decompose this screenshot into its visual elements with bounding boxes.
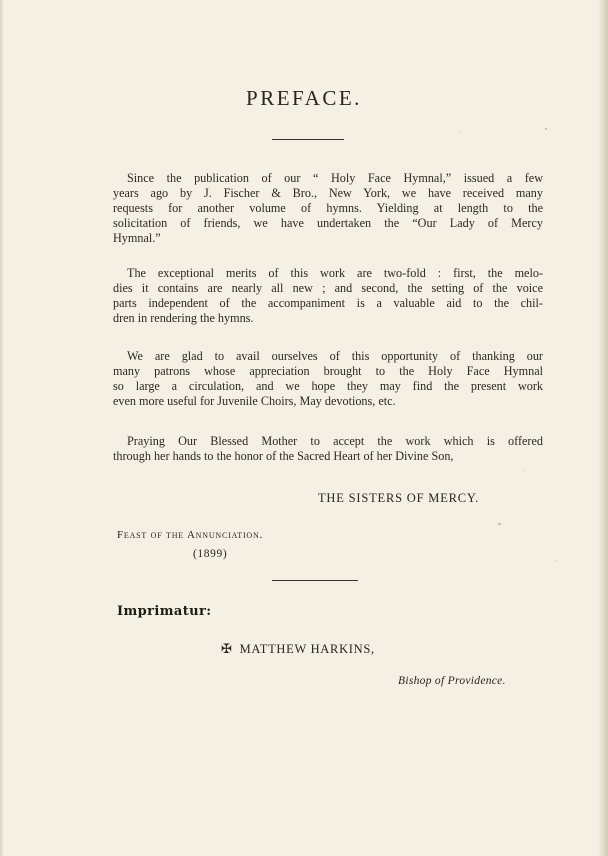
paragraph-3 (113, 349, 543, 409)
title-divider (272, 139, 344, 140)
paper-speck (523, 470, 524, 471)
signature: THE SISTERS OF MERCY. (318, 491, 480, 505)
page-edge-right (598, 0, 608, 856)
feast-line: Feast of the Annunciation. (117, 529, 264, 541)
paragraph-line: dren in rendering the hymns. (113, 311, 254, 325)
paragraph-line: years ago by J. Fischer & Bro., New York, we have received many (113, 186, 543, 200)
page-edge-left (0, 0, 4, 856)
imprimatur-label: Imprimatur: (117, 604, 212, 619)
paragraph-line: parts independent of the accompaniment is a valuable aid to the chil- (113, 296, 543, 310)
paper-speck (460, 131, 461, 132)
paragraph-line: through her hands to the honor of the Sacred Heart of her Divine Son, (113, 449, 454, 463)
maltese-cross-icon: ✠ (221, 641, 233, 656)
paragraph-line: Praying Our Blessed Mother to accept the work which is offered (127, 434, 543, 448)
paragraph-line: solicitation of friends, we have undertaken the “Our Lady of Mercy (113, 216, 543, 230)
bishop-name: MATTHEW HARKINS, (239, 642, 375, 656)
paragraph-line: The exceptional merits of this work are two-fold : first, the melo- (127, 266, 543, 280)
paragraph-line: many patrons whose appreciation brought to the Holy Face Hymnal (113, 364, 543, 378)
paper-speck (498, 523, 501, 525)
paper-speck (545, 128, 547, 130)
paragraph-line: We are glad to avail ourselves of this opportunity of thanking our (127, 349, 543, 363)
paragraph-2 (113, 266, 543, 326)
paper-speck (555, 560, 556, 561)
section-divider (272, 580, 358, 581)
paragraph-line: even more useful for Juvenile Choirs, May devotions, etc. (113, 394, 396, 408)
paragraph-line: so large a circulation, and we hope they may find the present work (113, 379, 543, 393)
paragraph-4 (113, 434, 543, 464)
paragraph-1 (113, 171, 543, 246)
year: (1899) (193, 548, 228, 560)
paragraph-line: Hymnal.” (113, 231, 161, 245)
paragraph-line: requests for another volume of hymns. Yielding at length to the (113, 201, 543, 215)
paragraph-line: Since the publication of our “ Holy Face Hymnal,” issued a few (127, 171, 543, 185)
page-title: PREFACE. (246, 86, 362, 110)
paragraph-line: dies it contains are nearly all new ; and second, the setting of the voice (113, 281, 543, 295)
bishop-signature (221, 641, 375, 657)
bishop-title: Bishop of Providence. (398, 675, 506, 687)
